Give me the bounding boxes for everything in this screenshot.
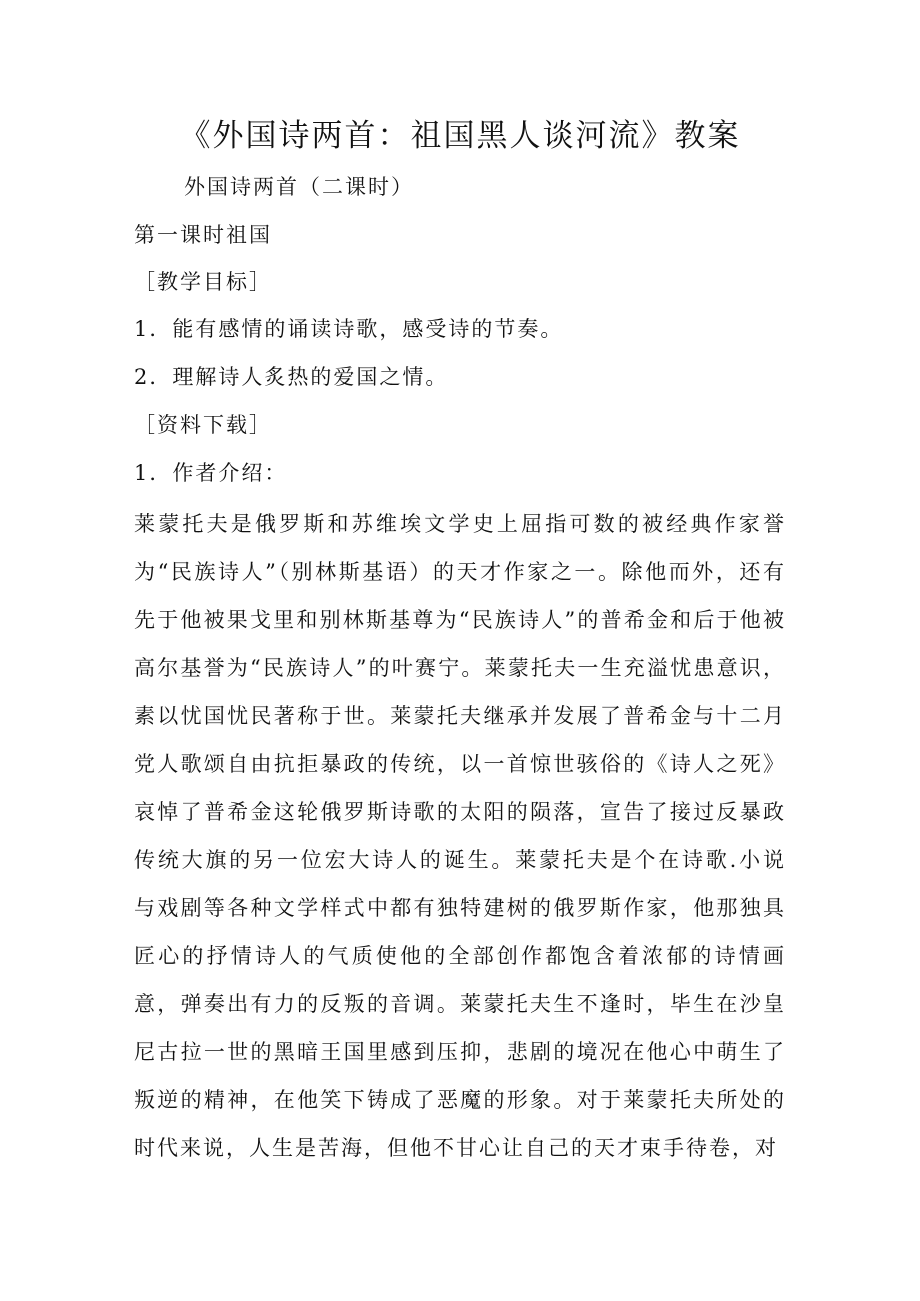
lesson-heading: 第一课时祖国 bbox=[134, 223, 272, 247]
author-intro-paragraph: 莱蒙托夫是俄罗斯和苏维埃文学史上屈指可数的被经典作家誉为“民族诗人”（别林斯基语）的天才作家之一。除他而外，还有先于他被果戈里和别林斯基尊为“民族诗人”的普希金和后于他被高尔基誉为“民族诗人”的叶赛宁。莱蒙托夫一生充溢忧患意识，素以忧国忧民著称于世。莱蒙托夫继承并发展了普希金与十二月党人歌颂自由抗拒暴政的传统，以一首惊世骇俗的《诗人之死》哀悼了普希金这轮俄罗斯诗歌的太阳的陨落，宣告了接过反暴政传统大旗的另一位宏大诗人的诞生。莱蒙托夫是个在诗歌.小说与戏剧等各种文学样式中都有独特建树的俄罗斯作家，他那独具匠心的抒情诗人的气质使他的全部创作都饱含着浓郁的诗情画意，弹奏出有力的反叛的音调。莱蒙托夫生不逢时，毕生在沙皇尼古拉一世的黑暗王国里感到压抑，悲剧的境况在他心中萌生了叛逆的精神，在他笑下铸成了恶魔的形象。对于莱蒙托夫所处的时代来说，人生是苦海，但他不甘心让自己的天才束手待卷，对 bbox=[134, 512, 786, 1160]
document-subtitle: 外国诗两首（二课时） bbox=[184, 175, 414, 199]
resources-heading: ［资料下载］ bbox=[134, 413, 272, 437]
document-title: 《外国诗两首：祖国黑人谈河流》教案 bbox=[179, 118, 741, 154]
author-intro-heading: 1．作者介绍： bbox=[134, 461, 288, 485]
goals-heading: ［教学目标］ bbox=[134, 270, 272, 294]
goal-item-1: 1．能有感情的诵读诗歌，感受诗的节奏。 bbox=[134, 317, 564, 341]
goal-item-2: 2．理解诗人炙热的爱国之情。 bbox=[134, 365, 449, 389]
